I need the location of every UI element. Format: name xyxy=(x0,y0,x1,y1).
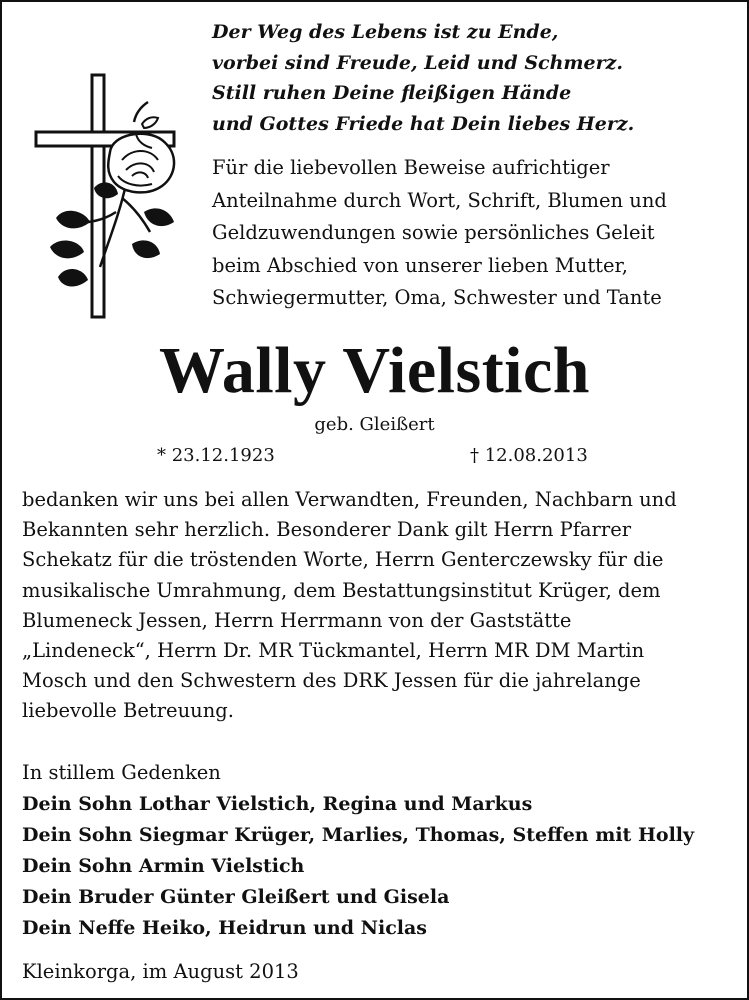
thanks-line: liebevolle Betreuung. xyxy=(22,699,234,723)
cross-with-rose-icon xyxy=(28,72,188,322)
poem-line: Still ruhen Deine fleißigen Hände xyxy=(212,82,572,104)
death-date: † 12.08.2013 xyxy=(470,445,588,466)
memory-line: In stillem Gedenken xyxy=(22,761,221,784)
intro-line: Geldzuwendungen sowie persönliches Geleit xyxy=(212,221,655,244)
thanks-line: musikalische Umrahmung, dem Bestattungsinstitut Krüger, dem xyxy=(22,578,661,602)
thanks-line: Schekatz für die tröstenden Worte, Herrn Genterczewsky für die xyxy=(22,548,664,572)
signer-line: Dein Sohn Siegmar Krüger, Marlies, Thomas, Steffen mit Holly xyxy=(22,824,695,846)
poem-line: Der Weg des Lebens ist zu Ende, xyxy=(212,21,559,43)
signer-line: Dein Sohn Lothar Vielstich, Regina und Markus xyxy=(22,793,533,815)
thanks-line: Mosch und den Schwestern des DRK Jessen für die jahrelange xyxy=(22,669,641,693)
maiden-name: geb. Gleißert xyxy=(314,414,435,435)
intro-line: beim Abschied von unserer lieben Mutter, xyxy=(212,253,628,277)
poem-line: und Gottes Friede hat Dein liebes Herz. xyxy=(212,112,635,135)
signer-line: Dein Bruder Günter Gleißert und Gisela xyxy=(22,886,450,908)
signer-line: Dein Sohn Armin Vielstich xyxy=(22,855,305,877)
place-date: Kleinkorga, im August 2013 xyxy=(22,960,299,983)
thanks-line: bedanken wir uns bei allen Verwandten, Freunden, Nachbarn und xyxy=(22,488,677,511)
birth-date: * 23.12.1923 xyxy=(157,445,275,466)
thanks-text xyxy=(22,485,737,727)
poem xyxy=(212,17,732,139)
intro-line: Anteilnahme durch Wort, Schrift, Blumen und xyxy=(212,188,667,212)
signers-list xyxy=(22,789,694,944)
signer-line: Dein Neffe Heiko, Heidrun und Niclas xyxy=(22,917,427,939)
thanks-line: Bekannten sehr herzlich. Besonderer Dank gilt Herrn Pfarrer xyxy=(22,518,632,542)
thanks-line: „Lindeneck“, Herrn Dr. MR Tückmantel, Herrn MR DM Martin xyxy=(22,639,645,663)
intro-line: Für die liebevollen Beweise aufrichtiger xyxy=(212,156,610,179)
deceased-name: Wally Vielstich xyxy=(158,334,591,407)
intro-line: Schwiegermutter, Oma, Schwester und Tante xyxy=(212,286,662,309)
thanks-line: Blumeneck Jessen, Herrn Herrmann von der Gaststätte xyxy=(22,608,572,632)
poem-line: vorbei sind Freude, Leid und Schmerz. xyxy=(212,51,624,74)
intro-text xyxy=(212,152,737,315)
